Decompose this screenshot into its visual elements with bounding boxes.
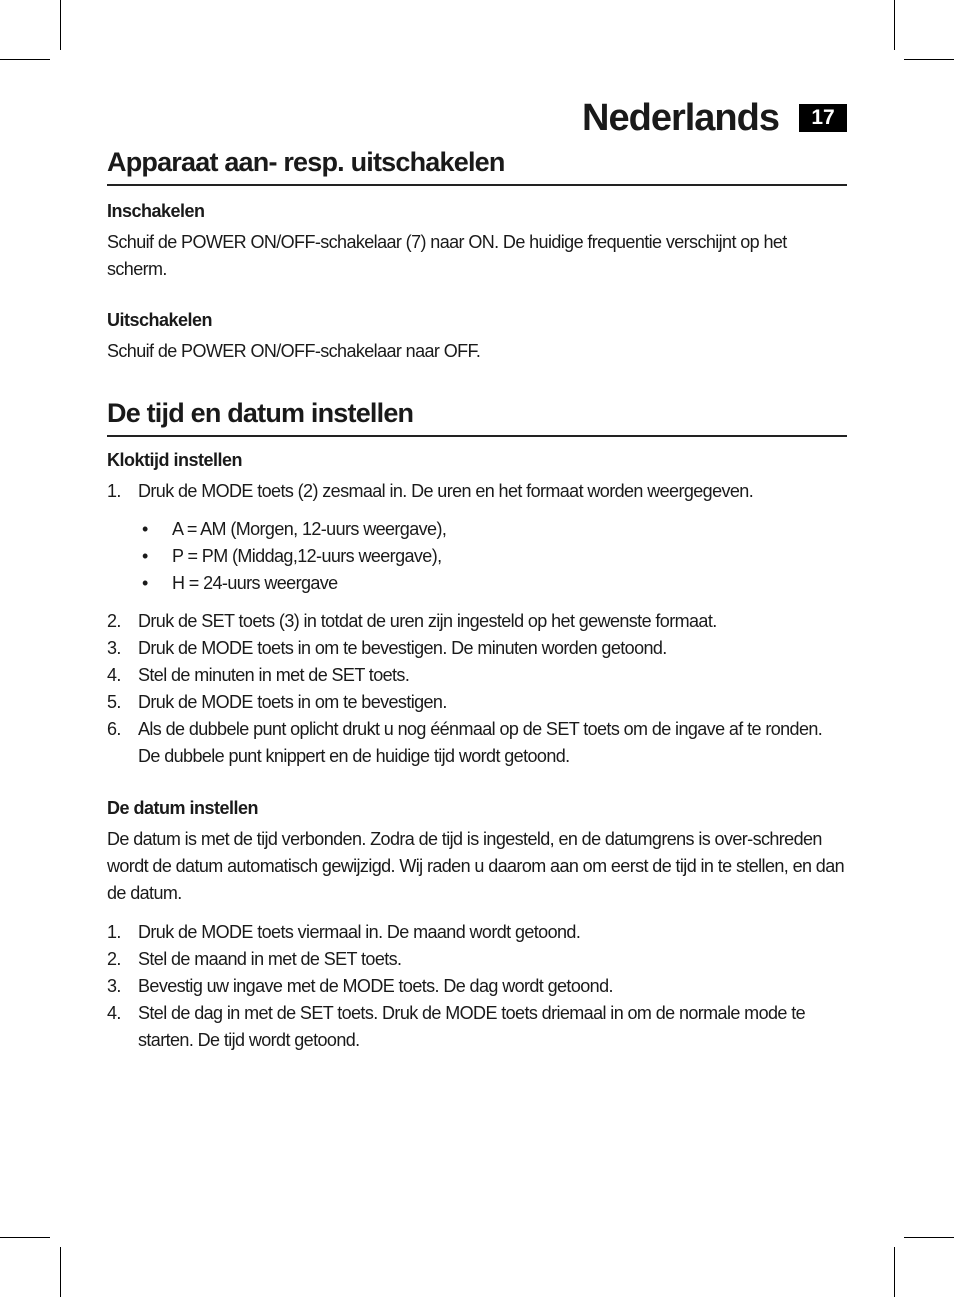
section-title: Apparaat aan- resp. uitschakelen <box>107 142 847 186</box>
list-item <box>107 478 847 505</box>
list-item <box>107 662 847 689</box>
list-text: Druk de MODE toets in om te bevestigen. De minuten worden getoond. <box>138 638 667 658</box>
paragraph: Schuif de POWER ON/OFF-schakelaar (7) naar ON. De huidige frequentie verschijnt op het scherm. <box>107 232 787 279</box>
list-item <box>107 716 847 770</box>
subsection-heading: Uitschakelen <box>107 310 213 330</box>
list-number: 4. <box>107 1003 121 1023</box>
list-text: Druk de MODE toets in om te bevestigen. <box>138 692 447 712</box>
crop-mark <box>904 1237 954 1238</box>
list-text: Stel de maand in met de SET toets. <box>138 949 402 969</box>
list-number: 3. <box>107 638 121 658</box>
list-number: 4. <box>107 665 121 685</box>
list-number: 6. <box>107 719 121 739</box>
list-number: 2. <box>107 611 121 631</box>
list-text: Druk de SET toets (3) in totdat de uren zijn ingesteld op het gewenste formaat. <box>138 611 717 631</box>
crop-mark <box>894 0 895 50</box>
list-number: 5. <box>107 692 121 712</box>
list-item <box>138 516 847 543</box>
list-number: 1. <box>107 922 121 942</box>
list-number: 1. <box>107 481 121 501</box>
crop-mark <box>0 1237 50 1238</box>
subsection-off <box>107 307 847 365</box>
bullet: • <box>142 546 148 566</box>
section-title: De tijd en datum instellen <box>107 393 847 437</box>
crop-mark <box>904 59 954 60</box>
subsection-clock <box>107 447 847 770</box>
subsection-date <box>107 795 847 1054</box>
list-text: A = AM (Morgen, 12-uurs weergave), <box>172 519 447 539</box>
list-text: H = 24-uurs weergave <box>172 573 338 593</box>
page-header <box>582 96 847 140</box>
page-content <box>107 142 847 1054</box>
bullet: • <box>142 519 148 539</box>
list-text: P = PM (Middag,12-uurs weergave), <box>172 546 442 566</box>
page-number: 17 <box>799 104 847 132</box>
list-text: Als de dubbele punt oplicht drukt u nog éénmaal op de SET toets om de ingave af te ronden. De dubbele punt knippert en de huidige tijd wordt getoond. <box>138 719 823 766</box>
list-number: 2. <box>107 949 121 969</box>
list-item <box>107 635 847 662</box>
crop-mark <box>894 1247 895 1297</box>
bullet-list <box>138 516 847 597</box>
subsection-heading: De datum instellen <box>107 798 259 818</box>
list-item <box>107 946 847 973</box>
list-number: 3. <box>107 976 121 996</box>
list-text: Druk de MODE toets viermaal in. De maand wordt getoond. <box>138 922 581 942</box>
list-text: Stel de minuten in met de SET toets. <box>138 665 410 685</box>
subsection-heading: Inschakelen <box>107 201 205 221</box>
bullet: • <box>142 573 148 593</box>
list-item <box>107 1000 847 1054</box>
list-item <box>107 608 847 635</box>
paragraph: De datum is met de tijd verbonden. Zodra de tijd is ingesteld, en de datumgrens is over-schreden wordt de datum automatisch gewijzigd. Wij raden u daarom aan om eerst de tijd in te stellen, en dan de datum. <box>107 829 845 903</box>
list-item <box>107 919 847 946</box>
crop-mark <box>60 1247 61 1297</box>
list-item <box>138 570 847 597</box>
paragraph: Schuif de POWER ON/OFF-schakelaar naar OFF. <box>107 341 481 361</box>
crop-mark <box>60 0 61 50</box>
language-title: Nederlands <box>582 97 779 139</box>
list-item <box>138 543 847 570</box>
list-text: Druk de MODE toets (2) zesmaal in. De uren en het formaat worden weergegeven. <box>138 481 754 501</box>
list-text: Bevestig uw ingave met de MODE toets. De dag wordt getoond. <box>138 976 613 996</box>
numbered-list <box>107 478 847 505</box>
list-item <box>107 689 847 716</box>
numbered-list <box>107 608 847 770</box>
list-text: Stel de dag in met de SET toets. Druk de MODE toets driemaal in om de normale mode te starten. De tijd wordt getoond. <box>138 1003 806 1050</box>
subsection-heading: Kloktijd instellen <box>107 450 243 470</box>
crop-mark <box>0 59 50 60</box>
list-item <box>107 973 847 1000</box>
numbered-list <box>107 919 847 1054</box>
subsection-on <box>107 198 847 283</box>
